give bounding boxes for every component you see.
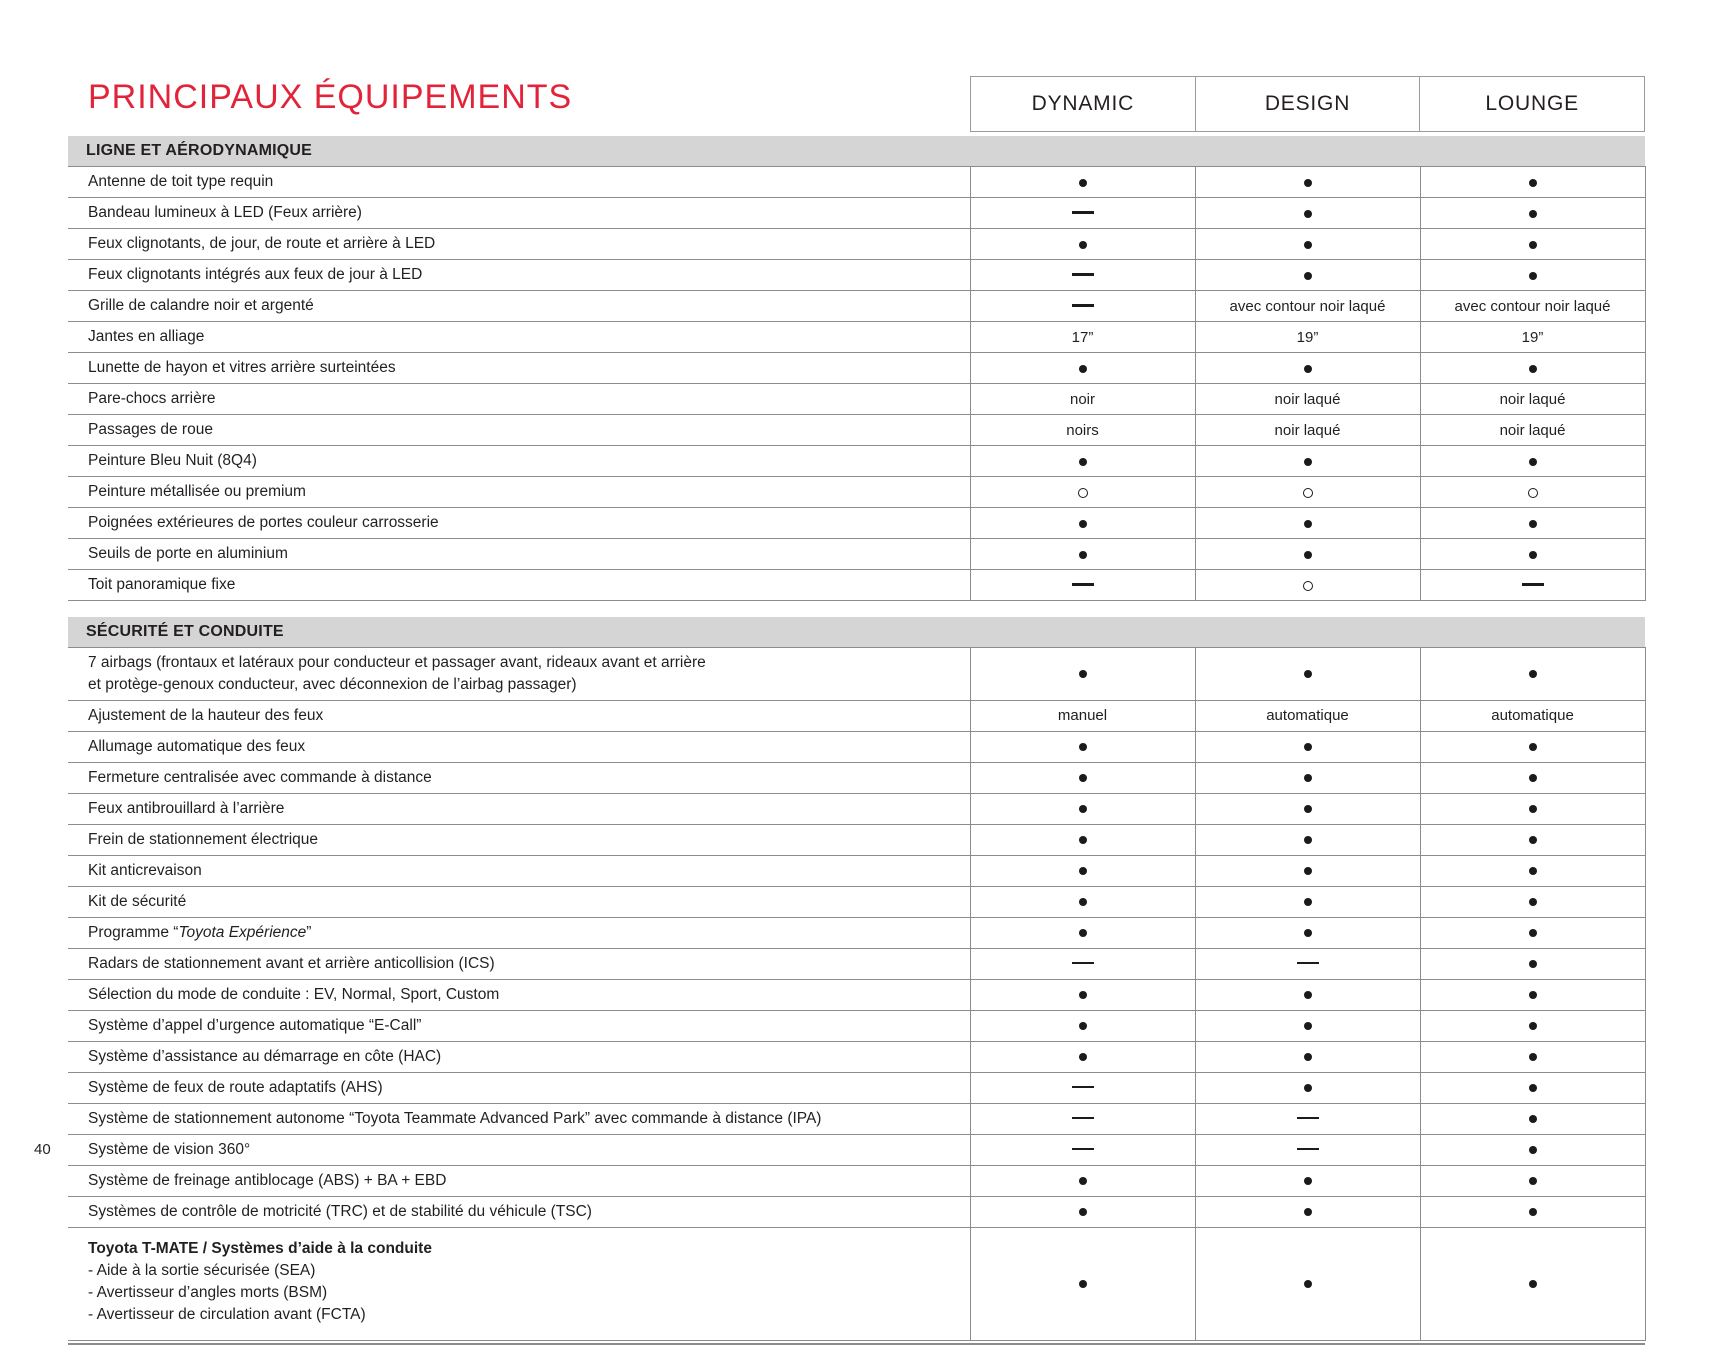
feature-label-feux-clignotants-de-jour-de-route-et-arriere-a: Feux clignotants, de jour, de route et arrière à LED (68, 229, 970, 260)
section-header-label: LIGNE ET AÉRODYNAMIQUE (68, 136, 1645, 167)
cell-design (1195, 855, 1420, 886)
cell-dynamic (970, 198, 1195, 229)
standard-dot-icon (1079, 360, 1087, 377)
standard-dot-icon (1079, 1048, 1087, 1065)
table-row (68, 762, 1645, 793)
cell-design (1195, 353, 1420, 384)
feature-label-peinture-metallisee-ou-premium: Peinture métallisée ou premium (68, 477, 970, 508)
unavailable-dash-icon (1072, 267, 1094, 284)
feature-label-ajustement-de-la-hauteur-des-feux: Ajustement de la hauteur des feux (68, 700, 970, 731)
standard-dot-icon (1079, 831, 1087, 848)
cell-tmate-dynamic (970, 1227, 1195, 1340)
standard-dot-icon (1079, 924, 1087, 941)
cell-lounge (1420, 508, 1645, 539)
column-headers (970, 76, 1645, 132)
standard-dot-icon (1304, 546, 1312, 563)
feature-label-kit-anticrevaison: Kit anticrevaison (68, 855, 970, 886)
table-row (68, 1072, 1645, 1103)
standard-dot-icon (1529, 1172, 1537, 1189)
standard-dot-icon (1079, 893, 1087, 910)
cell-lounge (1420, 167, 1645, 198)
standard-dot-icon (1079, 769, 1087, 786)
standard-dot-icon (1529, 893, 1537, 910)
standard-dot-icon (1079, 986, 1087, 1003)
table-row (68, 1134, 1645, 1165)
cell-dynamic (970, 167, 1195, 198)
cell-lounge: noir laqué (1420, 415, 1645, 446)
cell-lounge (1420, 1041, 1645, 1072)
standard-dot-icon (1304, 515, 1312, 532)
standard-dot-icon (1529, 1079, 1537, 1096)
cell-dynamic (970, 229, 1195, 260)
standard-dot-icon (1529, 1017, 1537, 1034)
cell-dynamic (970, 824, 1195, 855)
table-row (68, 948, 1645, 979)
cell-lounge (1420, 570, 1645, 601)
table-row (68, 508, 1645, 539)
cell-lounge (1420, 477, 1645, 508)
cell-lounge (1420, 731, 1645, 762)
standard-dot-icon (1529, 1048, 1537, 1065)
feature-label-peinture-bleu-nuit-8q4: Peinture Bleu Nuit (8Q4) (68, 446, 970, 477)
feature-label-allumage-automatique-des-feux: Allumage automatique des feux (68, 731, 970, 762)
cell-dynamic (970, 793, 1195, 824)
cell-lounge (1420, 855, 1645, 886)
cell-lounge (1420, 647, 1645, 700)
table-row (68, 198, 1645, 229)
standard-dot-icon (1304, 893, 1312, 910)
standard-dot-icon (1304, 924, 1312, 941)
standard-dot-icon (1304, 738, 1312, 755)
standard-dot-icon (1079, 800, 1087, 817)
cell-dynamic (970, 917, 1195, 948)
feature-label-systeme-de-stationnement-autonome-toyota-teamm: Système de stationnement autonome “Toyota Teammate Advanced Park” avec commande à distance (IPA) (68, 1103, 970, 1134)
feature-label-programme-toyota-experience: Programme “Toyota Expérience” (68, 917, 970, 948)
cell-design (1195, 948, 1420, 979)
cell-design (1195, 446, 1420, 477)
table-row (68, 886, 1645, 917)
feature-label-toit-panoramique-fixe: Toit panoramique fixe (68, 570, 970, 601)
spec-table-wrapper (68, 136, 1645, 1341)
cell-design (1195, 762, 1420, 793)
cell-lounge (1420, 824, 1645, 855)
standard-dot-icon (1079, 174, 1087, 191)
cell-lounge (1420, 1165, 1645, 1196)
cell-design (1195, 260, 1420, 291)
standard-dot-icon (1529, 1141, 1537, 1158)
standard-dot-icon (1079, 515, 1087, 532)
column-header-design: DESIGN (1196, 76, 1421, 132)
cell-design: 19” (1195, 322, 1420, 353)
cell-lounge (1420, 948, 1645, 979)
tmate-line-1: - Aide à la sortie sécurisée (SEA) (88, 1261, 316, 1279)
cell-lounge (1420, 198, 1645, 229)
cell-design: automatique (1195, 700, 1420, 731)
spec-table (68, 136, 1646, 1341)
cell-design: noir laqué (1195, 415, 1420, 446)
cell-dynamic (970, 291, 1195, 322)
cell-dynamic (970, 647, 1195, 700)
standard-dot-icon (1079, 665, 1087, 682)
standard-dot-icon (1529, 205, 1537, 222)
unavailable-dash-icon (1297, 1110, 1319, 1127)
feature-label-feux-antibrouillard-a-l-arriere: Feux antibrouillard à l’arrière (68, 793, 970, 824)
cell-lounge (1420, 762, 1645, 793)
cell-tmate-lounge (1420, 1227, 1645, 1340)
cell-design (1195, 1134, 1420, 1165)
unavailable-dash-icon (1522, 577, 1544, 594)
table-row (68, 322, 1645, 353)
standard-dot-icon (1304, 1172, 1312, 1189)
standard-dot-icon (1304, 453, 1312, 470)
cell-design (1195, 886, 1420, 917)
cell-dynamic (970, 1134, 1195, 1165)
standard-dot-icon (1079, 1017, 1087, 1034)
feature-label-fermeture-centralisee-avec-commande-a-distance: Fermeture centralisée avec commande à distance (68, 762, 970, 793)
table-row (68, 260, 1645, 291)
cell-dynamic (970, 477, 1195, 508)
cell-design (1195, 229, 1420, 260)
table-row (68, 1165, 1645, 1196)
standard-dot-icon (1529, 955, 1537, 972)
feature-label-pare-chocs-arriere: Pare-chocs arrière (68, 384, 970, 415)
cell-dynamic: noirs (970, 415, 1195, 446)
cell-lounge (1420, 917, 1645, 948)
tmate-line-3: - Avertisseur de circulation avant (FCTA) (88, 1305, 366, 1323)
standard-dot-icon (1079, 862, 1087, 879)
cell-dynamic (970, 1196, 1195, 1227)
unavailable-dash-icon (1072, 1110, 1094, 1127)
table-row (68, 793, 1645, 824)
cell-design (1195, 647, 1420, 700)
cell-dynamic (970, 570, 1195, 601)
standard-dot-icon (1079, 1172, 1087, 1189)
feature-label-systeme-d-appel-d-urgence-automatique-e-call: Système d’appel d’urgence automatique “E-Call” (68, 1010, 970, 1041)
standard-dot-icon (1529, 546, 1537, 563)
cell-lounge (1420, 539, 1645, 570)
cell-dynamic (970, 1041, 1195, 1072)
feature-label-jantes-en-alliage: Jantes en alliage (68, 322, 970, 353)
table-row (68, 229, 1645, 260)
standard-dot-icon (1529, 360, 1537, 377)
feature-label-7-airbags-frontaux-et-lateraux-pour-conducteur: 7 airbags (frontaux et latéraux pour conducteur et passager avant, rideaux avant et arrière et protège-genoux conducteur, avec déconnexion de l’airbag passager) (68, 647, 970, 700)
table-row (68, 415, 1645, 446)
unavailable-dash-icon (1072, 205, 1094, 222)
option-circle-icon (1078, 484, 1088, 501)
table-row (68, 167, 1645, 198)
feature-label-selection-du-mode-de-conduite-ev-normal-sport-: Sélection du mode de conduite : EV, Normal, Sport, Custom (68, 979, 970, 1010)
standard-dot-icon (1304, 986, 1312, 1003)
section-header-securite-et-conduite (68, 617, 1645, 648)
cell-dynamic (970, 508, 1195, 539)
table-row (68, 824, 1645, 855)
cell-design (1195, 1103, 1420, 1134)
option-circle-icon (1528, 484, 1538, 501)
feature-label-antenne-de-toit-type-requin: Antenne de toit type requin (68, 167, 970, 198)
cell-lounge (1420, 229, 1645, 260)
standard-dot-icon (1529, 924, 1537, 941)
cell-lounge: avec contour noir laqué (1420, 291, 1645, 322)
table-row (68, 647, 1645, 700)
standard-dot-icon (1529, 769, 1537, 786)
standard-dot-icon (1529, 1110, 1537, 1127)
cell-dynamic (970, 539, 1195, 570)
standard-dot-icon (1304, 1017, 1312, 1034)
cell-lounge (1420, 446, 1645, 477)
feature-label-systeme-d-assistance-au-demarrage-en-cote-hac: Système d’assistance au démarrage en côte (HAC) (68, 1041, 970, 1072)
feature-label-poignees-exterieures-de-portes-couleur-carross: Poignées extérieures de portes couleur carrosserie (68, 508, 970, 539)
cell-lounge (1420, 979, 1645, 1010)
feature-label-feux-clignotants-integres-aux-feux-de-jour-a-l: Feux clignotants intégrés aux feux de jour à LED (68, 260, 970, 291)
standard-dot-icon (1529, 174, 1537, 191)
cell-design (1195, 1010, 1420, 1041)
cell-lounge (1420, 1010, 1645, 1041)
cell-dynamic (970, 855, 1195, 886)
table-row (68, 1103, 1645, 1134)
standard-dot-icon (1529, 236, 1537, 253)
standard-dot-icon (1529, 986, 1537, 1003)
feature-label-kit-de-securite: Kit de sécurité (68, 886, 970, 917)
cell-dynamic (970, 762, 1195, 793)
unavailable-dash-icon (1072, 1079, 1094, 1096)
standard-dot-icon (1079, 1203, 1087, 1220)
cell-tmate-design (1195, 1227, 1420, 1340)
tmate-block (68, 1227, 970, 1340)
cell-lounge (1420, 886, 1645, 917)
cell-design (1195, 1072, 1420, 1103)
cell-dynamic (970, 353, 1195, 384)
cell-design (1195, 167, 1420, 198)
table-row (68, 731, 1645, 762)
standard-dot-icon (1529, 831, 1537, 848)
standard-dot-icon (1529, 1203, 1537, 1220)
cell-lounge (1420, 793, 1645, 824)
table-row (68, 384, 1645, 415)
table-row (68, 446, 1645, 477)
standard-dot-icon (1304, 1079, 1312, 1096)
column-header-dynamic: DYNAMIC (970, 76, 1196, 132)
table-row (68, 570, 1645, 601)
standard-dot-icon (1304, 800, 1312, 817)
cell-lounge (1420, 353, 1645, 384)
unavailable-dash-icon (1072, 298, 1094, 315)
standard-dot-icon (1529, 267, 1537, 284)
cell-lounge (1420, 1134, 1645, 1165)
feature-label-radars-de-stationnement-avant-et-arriere-antic: Radars de stationnement avant et arrière anticollision (ICS) (68, 948, 970, 979)
table-row (68, 1041, 1645, 1072)
table-row (68, 700, 1645, 731)
standard-dot-icon (1304, 831, 1312, 848)
cell-design (1195, 508, 1420, 539)
cell-dynamic (970, 1072, 1195, 1103)
cell-design (1195, 1041, 1420, 1072)
standard-dot-icon (1079, 738, 1087, 755)
column-header-lounge: LOUNGE (1420, 76, 1645, 132)
spec-table-body (68, 136, 1645, 1340)
cell-dynamic (970, 979, 1195, 1010)
cell-design: noir laqué (1195, 384, 1420, 415)
cell-dynamic: manuel (970, 700, 1195, 731)
cell-design (1195, 1196, 1420, 1227)
table-row (68, 539, 1645, 570)
table-row (68, 353, 1645, 384)
standard-dot-icon (1304, 236, 1312, 253)
table-row (68, 1196, 1645, 1227)
cell-design (1195, 979, 1420, 1010)
feature-label-systeme-de-freinage-antiblocage-abs-ba-ebd: Système de freinage antiblocage (ABS) + BA + EBD (68, 1165, 970, 1196)
cell-design (1195, 793, 1420, 824)
unavailable-dash-icon (1072, 1141, 1094, 1158)
standard-dot-icon (1304, 665, 1312, 682)
standard-dot-icon (1304, 174, 1312, 191)
feature-label-systeme-de-feux-de-route-adaptatifs-ahs: Système de feux de route adaptatifs (AHS) (68, 1072, 970, 1103)
table-row (68, 917, 1645, 948)
standard-dot-icon (1529, 1275, 1537, 1292)
cell-dynamic (970, 1165, 1195, 1196)
cell-lounge (1420, 1196, 1645, 1227)
section-gap (68, 601, 1645, 617)
emphasised-text: Toyota Expérience (178, 923, 307, 941)
standard-dot-icon (1304, 769, 1312, 786)
table-row (68, 291, 1645, 322)
cell-design (1195, 477, 1420, 508)
page-title: PRINCIPAUX ÉQUIPEMENTS (88, 78, 573, 116)
feature-label-bandeau-lumineux-a-led-feux-arriere: Bandeau lumineux à LED (Feux arrière) (68, 198, 970, 229)
page-number: 40 (34, 1141, 51, 1158)
cell-dynamic (970, 948, 1195, 979)
standard-dot-icon (1304, 1048, 1312, 1065)
standard-dot-icon (1304, 360, 1312, 377)
table-row (68, 477, 1645, 508)
unavailable-dash-icon (1072, 577, 1094, 594)
standard-dot-icon (1529, 800, 1537, 817)
section-header-label: SÉCURITÉ ET CONDUITE (68, 617, 1645, 648)
feature-label-grille-de-calandre-noir-et-argente: Grille de calandre noir et argenté (68, 291, 970, 322)
table-row (68, 1010, 1645, 1041)
cell-lounge (1420, 1072, 1645, 1103)
cell-lounge: 19” (1420, 322, 1645, 353)
option-circle-icon (1303, 577, 1313, 594)
table-row-tmate (68, 1227, 1645, 1340)
unavailable-dash-icon (1072, 955, 1094, 972)
table-row (68, 979, 1645, 1010)
unavailable-dash-icon (1297, 1141, 1319, 1158)
standard-dot-icon (1529, 738, 1537, 755)
standard-dot-icon (1529, 515, 1537, 532)
standard-dot-icon (1304, 1203, 1312, 1220)
cell-design (1195, 824, 1420, 855)
cell-dynamic (970, 886, 1195, 917)
cell-design (1195, 1165, 1420, 1196)
table-row (68, 855, 1645, 886)
feature-label-systeme-de-vision-360: Système de vision 360° (68, 1134, 970, 1165)
cell-dynamic (970, 446, 1195, 477)
feature-label-lunette-de-hayon-et-vitres-arriere-surteintees: Lunette de hayon et vitres arrière surteintées (68, 353, 970, 384)
cell-lounge (1420, 1103, 1645, 1134)
cell-design (1195, 539, 1420, 570)
cell-dynamic (970, 260, 1195, 291)
feature-label-seuils-de-porte-en-aluminium: Seuils de porte en aluminium (68, 539, 970, 570)
cell-dynamic (970, 731, 1195, 762)
cell-design (1195, 731, 1420, 762)
option-circle-icon (1303, 484, 1313, 501)
standard-dot-icon (1079, 546, 1087, 563)
standard-dot-icon (1304, 205, 1312, 222)
standard-dot-icon (1079, 236, 1087, 253)
tmate-line-2: - Avertisseur d’angles morts (BSM) (88, 1283, 328, 1301)
section-header-ligne-et-aerodynamique (68, 136, 1645, 167)
cell-dynamic (970, 1010, 1195, 1041)
feature-label-frein-de-stationnement-electrique: Frein de stationnement électrique (68, 824, 970, 855)
cell-design (1195, 917, 1420, 948)
feature-label-passages-de-roue: Passages de roue (68, 415, 970, 446)
standard-dot-icon (1304, 267, 1312, 284)
standard-dot-icon (1529, 665, 1537, 682)
standard-dot-icon (1529, 453, 1537, 470)
cell-dynamic: 17” (970, 322, 1195, 353)
feature-label-systemes-de-controle-de-motricite-trc-et-de-st: Systèmes de contrôle de motricité (TRC) et de stabilité du véhicule (TSC) (68, 1196, 970, 1227)
cell-dynamic: noir (970, 384, 1195, 415)
cell-design (1195, 198, 1420, 229)
cell-design: avec contour noir laqué (1195, 291, 1420, 322)
unavailable-dash-icon (1297, 955, 1319, 972)
standard-dot-icon (1304, 1275, 1312, 1292)
cell-lounge: automatique (1420, 700, 1645, 731)
standard-dot-icon (1304, 862, 1312, 879)
cell-dynamic (970, 1103, 1195, 1134)
standard-dot-icon (1079, 1275, 1087, 1292)
standard-dot-icon (1079, 453, 1087, 470)
standard-dot-icon (1529, 862, 1537, 879)
cell-lounge (1420, 260, 1645, 291)
cell-design (1195, 570, 1420, 601)
cell-lounge: noir laqué (1420, 384, 1645, 415)
tmate-title: Toyota T-MATE / Systèmes d’aide à la conduite (88, 1239, 432, 1257)
